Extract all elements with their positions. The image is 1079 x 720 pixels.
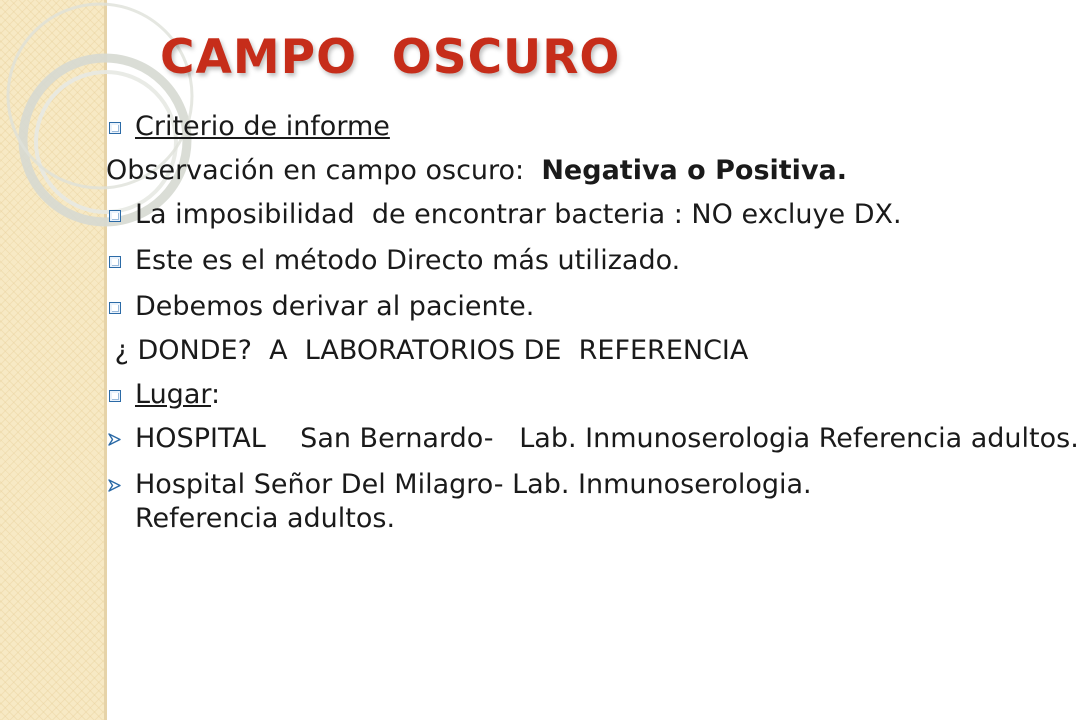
square-bullet-icon xyxy=(109,210,121,222)
hospital-item xyxy=(106,468,956,536)
imposibilidad-text: La imposibilidad de encontrar bacteria : NO excluye DX. xyxy=(135,199,902,230)
observacion-label: Observación en campo oscuro: xyxy=(106,155,542,186)
square-bullet-icon xyxy=(109,390,121,402)
slide-title: CAMPO OSCURO xyxy=(160,30,621,85)
observacion-line xyxy=(106,154,956,188)
criterio-text: Criterio de informe xyxy=(135,111,390,142)
lugar-suffix: : xyxy=(211,379,221,410)
square-bullet-icon xyxy=(109,302,121,314)
donde-text: ¿ DONDE? A LABORATORIOS DE REFERENCIA xyxy=(106,335,749,366)
square-bullet-icon xyxy=(109,256,121,268)
bullet-criterio xyxy=(106,110,956,144)
derivar-text: Debemos derivar al paciente. xyxy=(135,291,535,322)
arrowhead-bullet-icon xyxy=(108,479,121,492)
arrowhead-bullet-icon xyxy=(108,433,121,446)
bullet-imposibilidad xyxy=(106,198,956,232)
donde-line xyxy=(106,334,956,368)
lugar-label: Lugar xyxy=(135,379,211,410)
bullet-metodo xyxy=(106,244,956,278)
hospital-text: Hospital Señor Del Milagro- Lab. Inmunoserologia. Referencia adultos. xyxy=(135,469,812,534)
slide-body xyxy=(106,110,1079,536)
square-bullet-icon xyxy=(109,122,121,134)
observacion-result: Negativa o Positiva. xyxy=(541,155,848,186)
hospital-text: HOSPITAL San Bernardo- Lab. Inmunoserologia Referencia adultos. xyxy=(135,423,1079,454)
bullet-lugar xyxy=(106,378,956,412)
hospital-item xyxy=(106,422,1079,456)
bullet-derivar xyxy=(106,290,956,324)
metodo-text: Este es el método Directo más utilizado. xyxy=(135,245,681,276)
